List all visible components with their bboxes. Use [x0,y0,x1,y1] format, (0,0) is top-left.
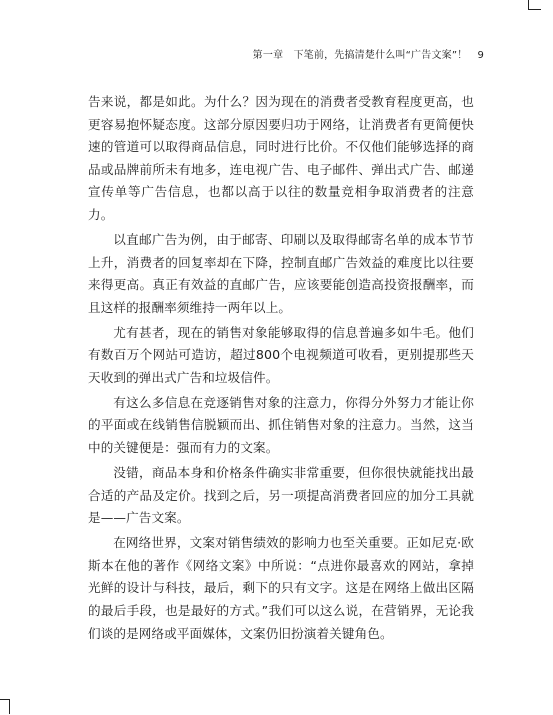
crop-mark-top-right [528,0,541,10]
paragraph-5: 没错，商品本身和价格条件确实非常重要，但你很快就能找出最合适的产品及定价。找到之后，另一项提高消费者回应的加分工具就是——广告文案。 [88,465,474,526]
paragraph-3: 尤有甚者，现在的销售对象能够取得的信息普遍多如牛毛。他们有数百万个网站可造访，超过800个电视频道可收看，更别提那些天天收到的弹出式广告和垃圾信件。 [88,324,474,385]
body-text [88,91,474,648]
paragraph-6: 在网络世界，文案对销售绩效的影响力也至关重要。正如尼克·欧斯本在他的著作《网络文案》中所说：“点进你最喜欢的网站，拿掉光鲜的设计与科技，最后，剩下的只有文字。这是在网络上做出区隔的最后手段，也是最好的方式。”我们可以这么说，在营销界，无论我们谈的是网络或平面媒体，文案仍旧扮演着关键角色。 [88,535,474,641]
crop-mark-bottom-left [0,699,10,714]
paragraph-1: 告来说，都是如此。为什么？因为现在的消费者受教育程度更高，也更容易抱怀疑态度。这部分原因要归功于网络，让消费者有更简便快速的管道可以取得商品信息，同时进行比价。不仅他们能够选择的商品或品牌前所未有地多，连电视广告、电子邮件、弹出式广告、邮递宣传单等广告信息，也都以高于以往的数量竞相争取消费者的注意力。 [88,94,474,222]
running-header [253,46,484,61]
paragraph-4: 有这么多信息在竞逐销售对象的注意力，你得分外努力才能让你的平面或在线销售信脱颖而出、抓住销售对象的注意力。当然，这当中的关键便是：强而有力的文案。 [88,394,474,456]
paragraph-2: 以直邮广告为例，由于邮寄、印刷以及取得邮寄名单的成本节节上升，消费者的回复率却在下降，控制直邮广告效益的难度比以往要来得更高。真正有效益的直邮广告，应该要能创造高投资报酬率，而且这样的报酬率须维持一两年以上。 [88,231,474,315]
page-number: 9 [477,50,484,61]
chapter-title: 第一章 下笔前，先搞清楚什么叫“广告文案”！ [252,50,468,61]
